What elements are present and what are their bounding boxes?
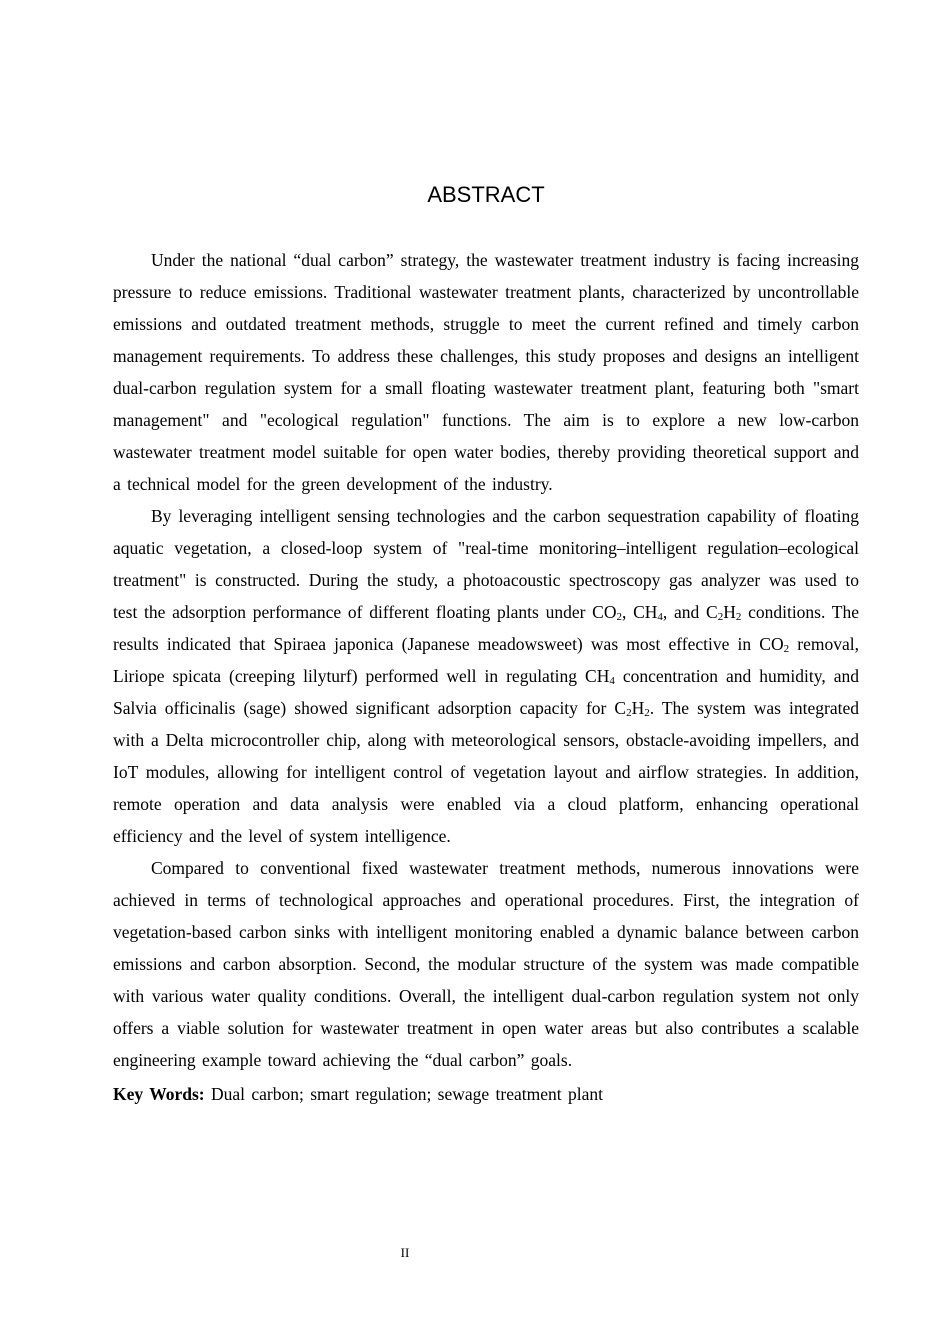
abstract-paragraph-1 [113,244,859,500]
subscript: 2 [717,611,724,623]
text-run: H [723,602,736,622]
subscript: 4 [609,675,615,687]
text-run: , CH [621,602,658,622]
subscript: 2 [783,643,790,655]
page-number: II [400,1245,410,1260]
subscript: 2 [616,611,622,623]
text-run: H [631,698,645,718]
keywords-value: Dual carbon; smart regulation; sewage treatment plant [211,1084,604,1104]
subscript: 4 [657,611,663,623]
keywords-label: Key Words: [113,1084,205,1104]
abstract-paragraph-3 [113,852,859,1076]
subscript: 2 [626,707,632,719]
text-run: removal, Liriope spicata (creeping lilyturf) performed well in regulating CH [113,634,859,686]
text-run: conditions. The results indicated that Spiraea japonica (Japanese meadowsweet) was most effective in CO [113,602,859,654]
keywords-line [113,1078,859,1110]
text-run: . The system was integrated with a Delta microcontroller chip, along with meteorological sensors, obstacle-avoiding impellers, and IoT modules, allowing for intelligent control of vegetation layout and airflow strategies. In addition, remote operation and data analysis were enabled via a cloud platform, enhancing operational efficiency and the level of system intelligence. [113,698,860,846]
abstract-body [113,244,859,1110]
subscript: 2 [644,707,650,719]
abstract-paragraph-2 [113,500,859,852]
text-run: Compared to conventional fixed wastewater treatment methods, numerous innovations were achieved in terms of technological approaches and operational procedures. First, the integration of vegetation-based carbon sinks with intelligent monitoring enabled a dynamic balance between carbon emissions and carbon absorption. Second, the modular structure of the system was made compatible with various water quality conditions. Overall, the intelligent dual-carbon regulation system not only offers a viable solution for wastewater treatment in open water areas but also contributes a scalable engineering example toward achieving the “dual carbon” goals. [113,858,859,1070]
abstract-title: ABSTRACT [427,182,545,207]
text-run: , and C [662,602,718,622]
subscript: 2 [735,611,742,623]
text-run: Under the national “dual carbon” strategy, the wastewater treatment industry is facing increasing pressure to reduce emissions. Traditional wastewater treatment plants, characterized by uncontrollable emissions and outdated treatment methods, struggle to meet the current refined and timely carbon management requirements. To address these challenges, this study proposes and designs an intelligent dual-carbon regulation system for a small floating wastewater treatment plant, featuring both "smart management" and "ecological regulation" functions. The aim is to explore a new low-carbon wastewater treatment model suitable for open water bodies, thereby providing theoretical support and a technical model for the green development of the industry. [113,250,859,494]
text-run: By leveraging intelligent sensing technologies and the carbon sequestration capability of floating aquatic vegetation, a closed-loop system of "real-time monitoring–intelligent regulation–ecological treatment" is constructed. During the study, a photoacoustic spectroscopy gas analyzer was used to test the adsorption performance of different floating plants under CO [113,506,859,622]
text-run: concentration and humidity, and Salvia officinalis (sage) showed significant adsorption capacity for C [113,666,859,718]
